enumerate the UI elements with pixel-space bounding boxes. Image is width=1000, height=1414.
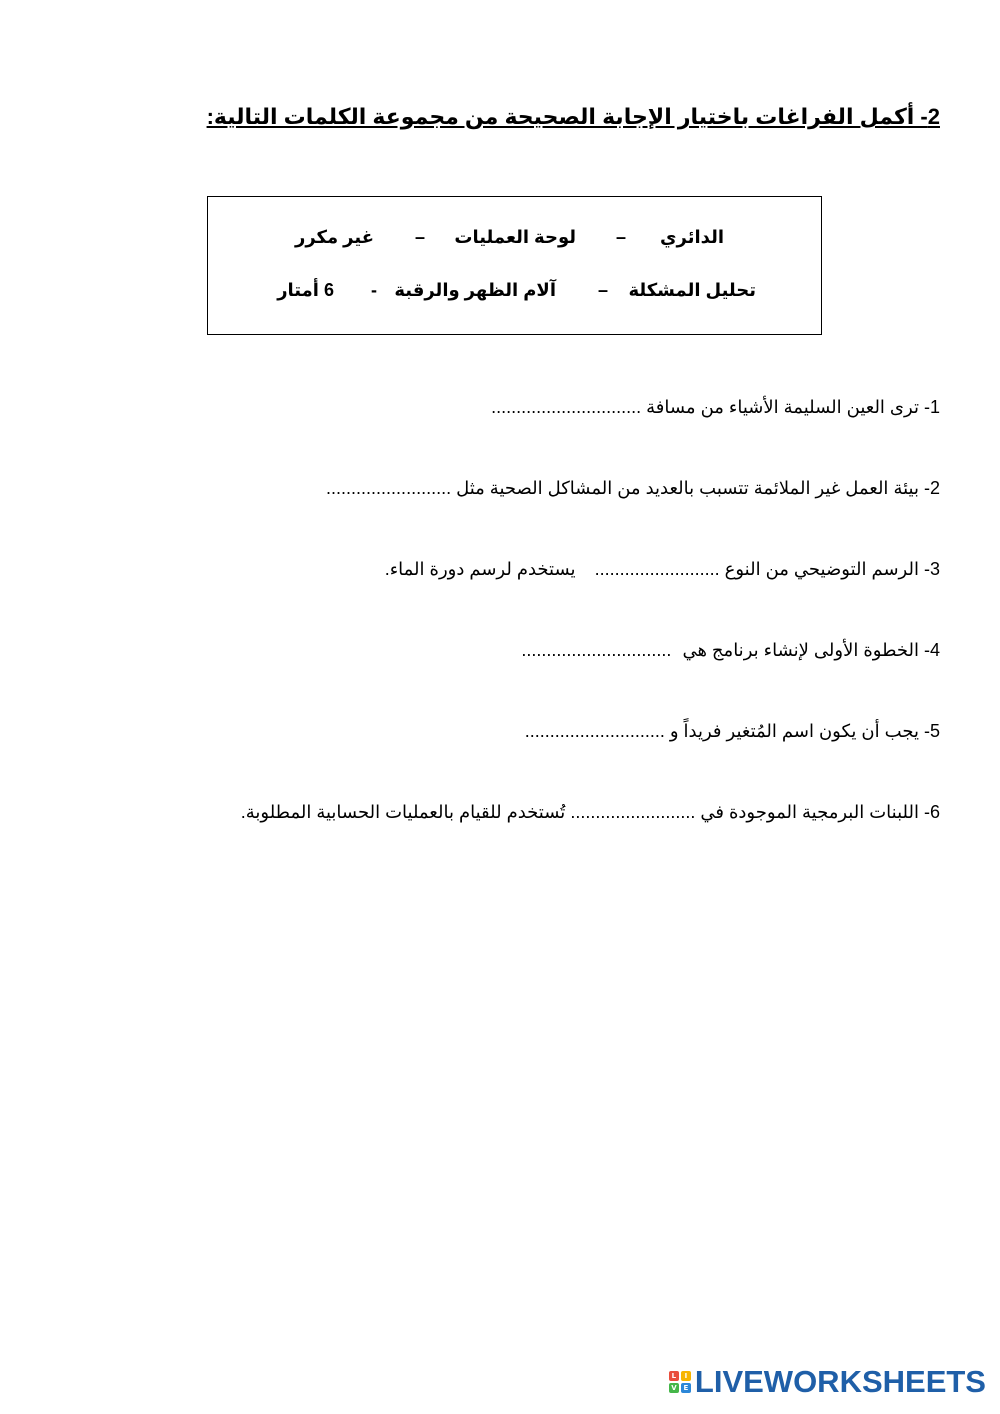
question-text-after: تُستخدم للقيام بالعمليات الحسابية المطلوبة. [240, 802, 566, 822]
question-2 [326, 478, 940, 499]
question-text: بيئة العمل غير الملائمة تتسبب بالعديد من المشاكل الصحية مثل [456, 478, 919, 498]
word-bank-separator: - [371, 280, 377, 300]
answer-blank[interactable]: ......................... [326, 478, 452, 498]
word-bank-separator: – [598, 280, 609, 300]
word-bank-item: تحليل المشكلة [628, 280, 756, 300]
logo-tile: L [669, 1371, 679, 1381]
question-6 [241, 802, 940, 823]
question-text: اللبنات البرمجية الموجودة في [700, 802, 919, 822]
word-bank-item: آلام الظهر والرقبة [394, 280, 556, 300]
question-number: 3- [923, 559, 940, 579]
question-1 [491, 397, 940, 418]
question-text-after: يستخدم لرسم دورة الماء. [384, 559, 576, 579]
page-title: 2- أكمل الفراغات باختيار الإجابة الصحيحة من مجموعة الكلمات التالية: [206, 104, 940, 129]
word-bank-box [207, 196, 822, 335]
answer-blank[interactable]: ......................... [570, 802, 696, 822]
word-bank-separator: – [616, 227, 627, 247]
logo-tiles-icon [669, 1371, 691, 1393]
question-number: 1- [923, 397, 940, 417]
question-text: الرسم التوضيحي من النوع [724, 559, 919, 579]
question-number: 2- [923, 478, 940, 498]
answer-blank[interactable]: .............................. [521, 640, 672, 660]
word-bank-item: 6 أمتار [277, 280, 334, 300]
logo-tile: V [669, 1383, 679, 1393]
question-text: يجب أن يكون اسم المُتغير فريداً و [669, 721, 919, 741]
question-number: 4- [923, 640, 940, 660]
question-5 [525, 721, 940, 742]
question-3 [385, 559, 940, 580]
word-bank-separator: – [415, 227, 426, 247]
logo-tile: I [681, 1371, 691, 1381]
question-number: 6- [923, 802, 940, 822]
answer-blank[interactable]: .............................. [491, 397, 642, 417]
question-text: الخطوة الأولى لإنشاء برنامج هي [682, 640, 919, 660]
question-4 [521, 640, 940, 661]
question-number: 5- [923, 721, 940, 741]
word-bank-item: غير مكرر [294, 227, 374, 247]
question-text: ترى العين السليمة الأشياء من مسافة [646, 397, 919, 417]
logo-tile: E [681, 1383, 691, 1393]
logo-text: LIVEWORKSHEETS [694, 1364, 986, 1399]
liveworksheets-logo [669, 1364, 986, 1400]
word-bank-item: الدائري [660, 227, 724, 247]
answer-blank[interactable]: ......................... [594, 559, 720, 579]
word-bank-item: لوحة العمليات [454, 227, 576, 247]
answer-blank[interactable]: ............................ [524, 721, 665, 741]
